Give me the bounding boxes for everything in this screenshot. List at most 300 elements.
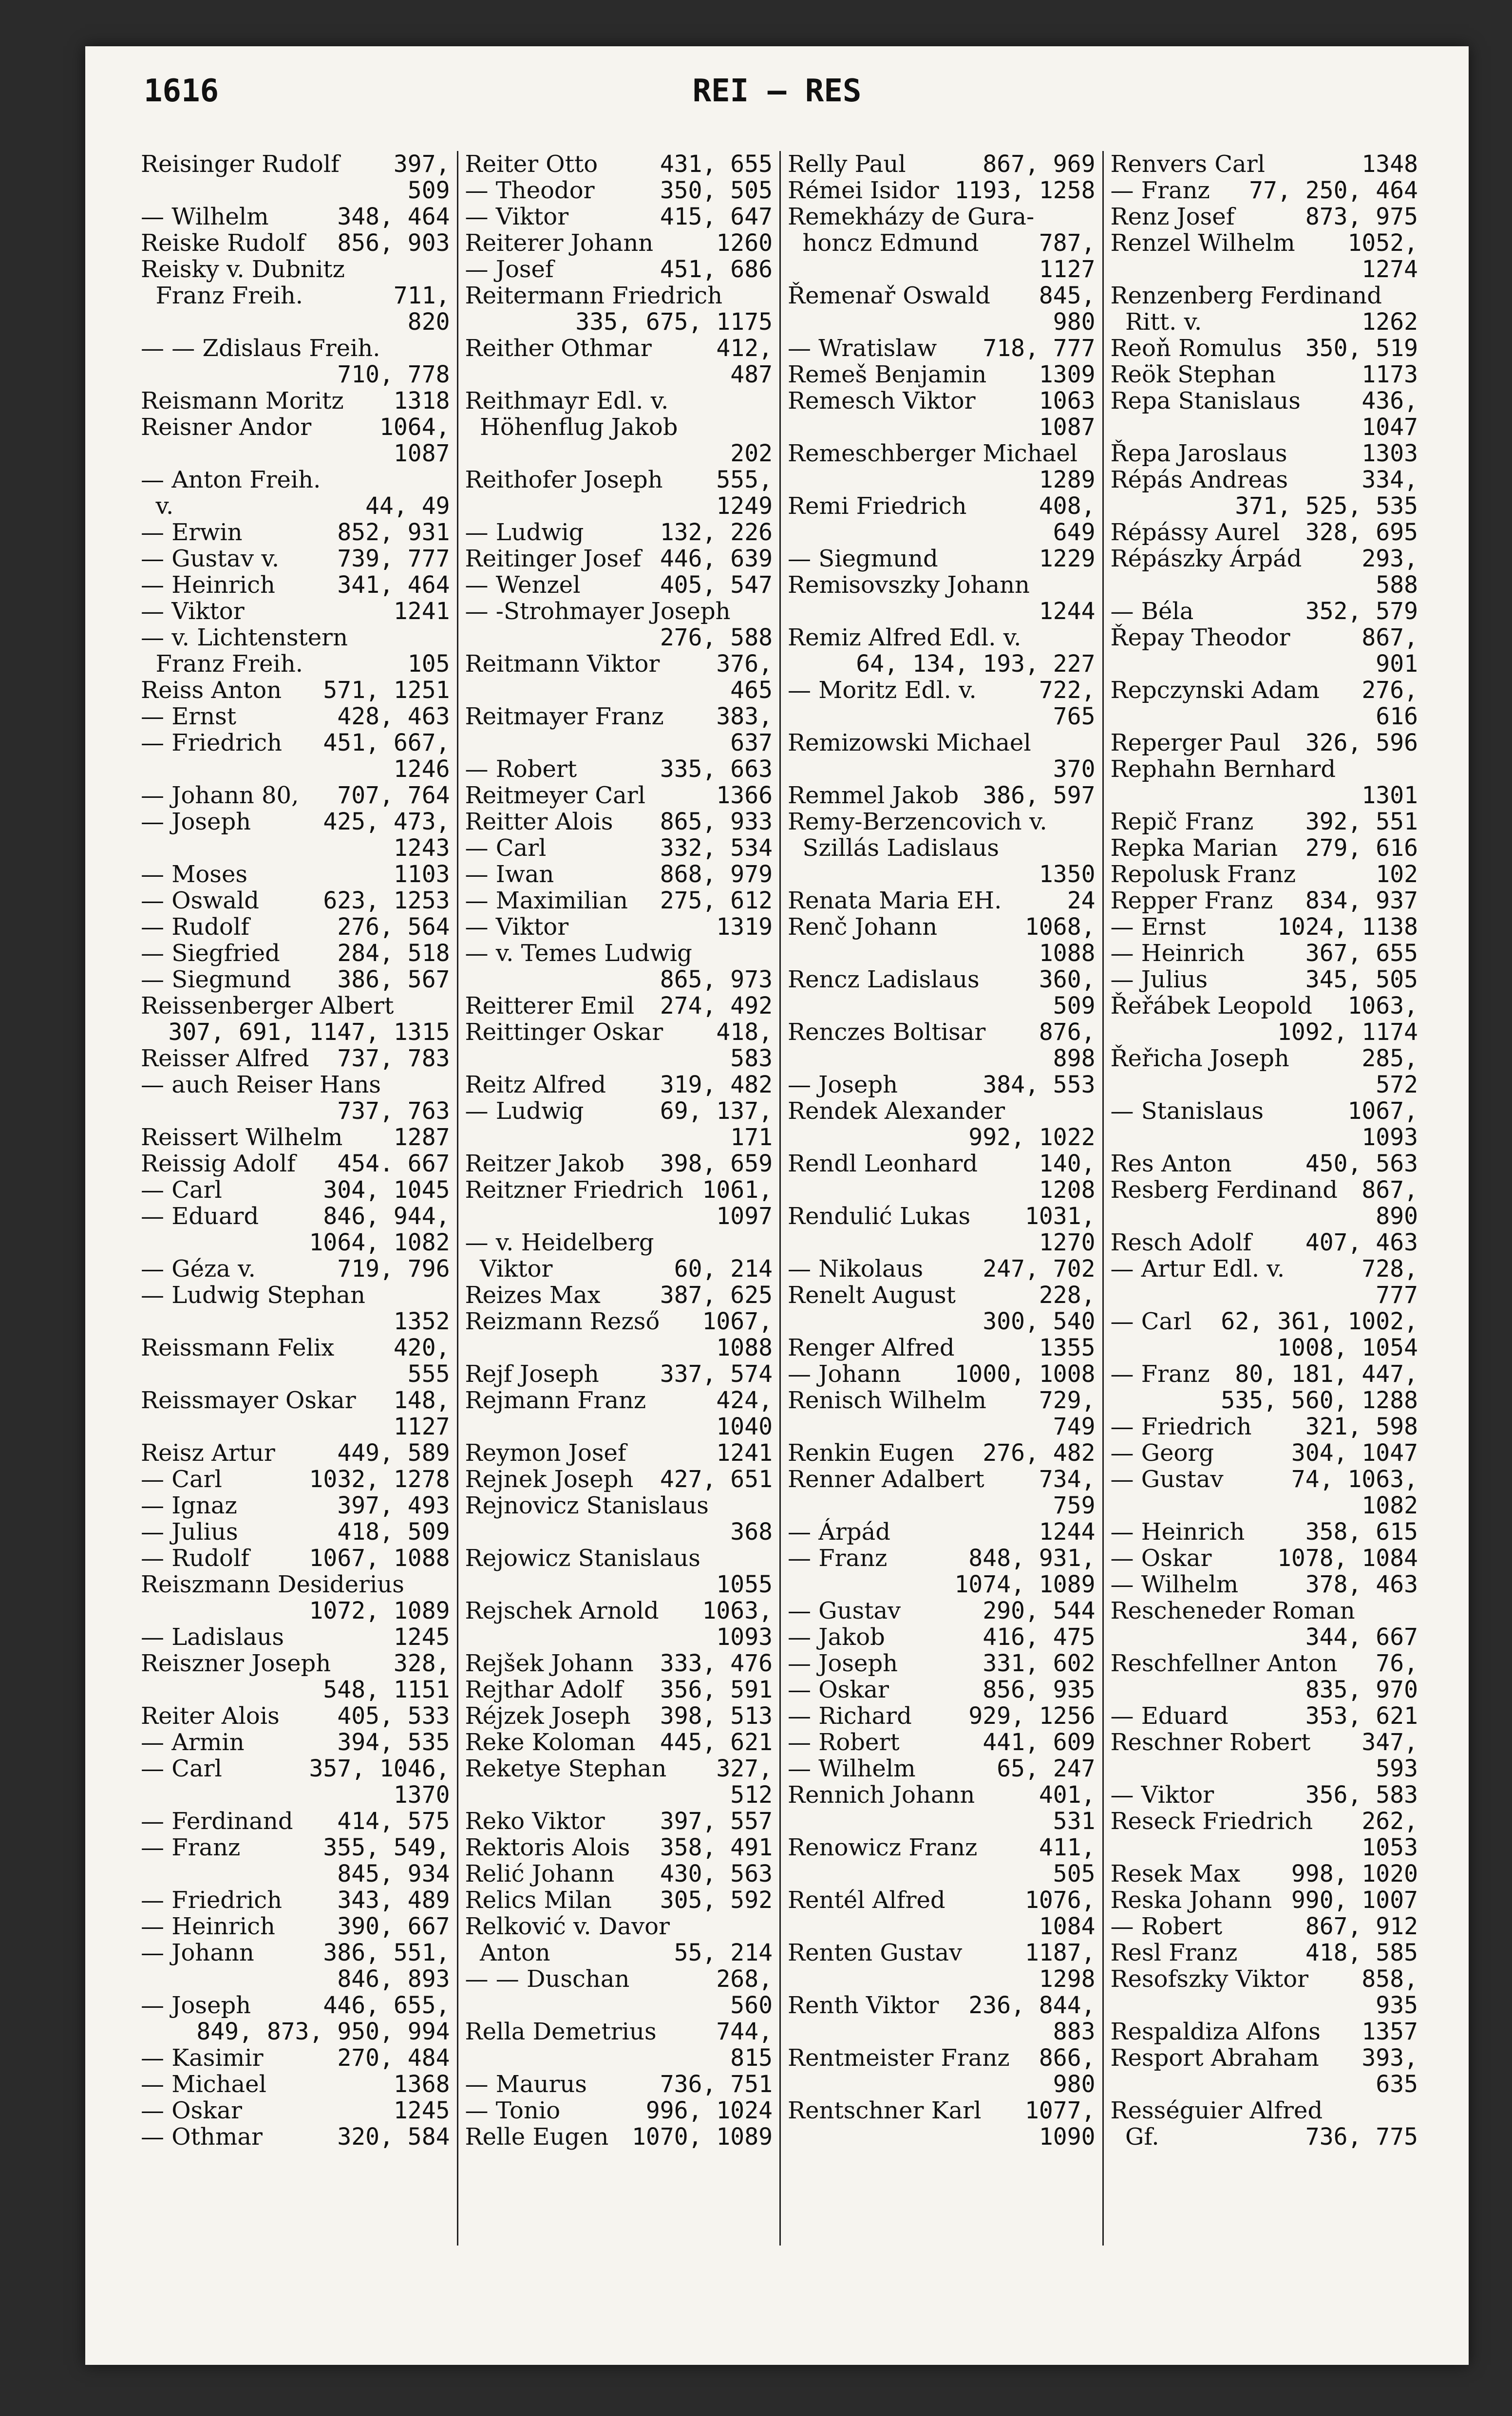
entry-pages: 835, 970 — [1305, 1676, 1418, 1703]
column-2 — [457, 151, 780, 2246]
entry-pages: 1348 — [1361, 151, 1418, 178]
entry-name: — Ladislaus — [141, 1623, 284, 1651]
index-entry — [788, 467, 1096, 493]
index-entry — [788, 335, 1096, 361]
index-entry — [788, 1072, 1096, 1098]
index-entry — [788, 651, 1096, 677]
entry-pages: 1082 — [1361, 1492, 1418, 1519]
entry-name: — Iwan — [465, 861, 554, 888]
index-entry — [141, 651, 450, 677]
index-entry — [788, 2097, 1096, 2124]
entry-pages: 1246 — [393, 755, 450, 783]
entry-pages: 357, 1046, — [309, 1755, 450, 1782]
entry-pages: 867, — [1361, 1176, 1418, 1204]
index-entry — [1111, 914, 1418, 940]
entry-name: — Siegmund — [141, 966, 291, 993]
entry-pages: 868, 979 — [660, 861, 773, 888]
entry-name: Reiter Otto — [465, 151, 598, 178]
index-entry — [141, 572, 450, 598]
index-entry — [141, 230, 450, 256]
entry-pages: 980 — [1053, 2071, 1096, 2098]
index-entry — [141, 861, 450, 887]
entry-name: Reizmann Rezső — [465, 1308, 660, 1335]
entry-pages: 873, 975 — [1305, 203, 1418, 230]
index-entry — [1111, 651, 1418, 677]
index-entry — [465, 1861, 773, 1887]
entry-name: Reiss Anton — [141, 677, 282, 704]
entry-name: Reisky v. Dubnitz — [141, 256, 345, 283]
entry-name: Renten Gustav — [788, 1939, 963, 1966]
index-entry — [788, 1519, 1096, 1545]
entry-name: Reitz Alfred — [465, 1071, 606, 1098]
index-entry — [141, 1045, 450, 1072]
index-entry — [788, 835, 1096, 861]
index-entry — [1111, 414, 1418, 440]
index-entry — [1111, 546, 1418, 572]
entry-pages: 846, 944, — [323, 1203, 450, 1230]
entry-pages: 454. 667 — [337, 1150, 450, 1177]
entry-pages: 345, 505 — [1305, 966, 1418, 993]
index-entry — [788, 809, 1096, 835]
entry-pages: 367, 655 — [1305, 940, 1418, 967]
index-entry — [788, 2124, 1096, 2150]
index-entry — [788, 624, 1096, 651]
entry-pages: 65, 247 — [997, 1755, 1096, 1782]
entry-pages: 398, 513 — [660, 1702, 773, 1730]
entry-name: Renkin Eugen — [788, 1439, 955, 1467]
entry-name: — Joseph — [788, 1071, 898, 1098]
entry-pages: 1064, 1082 — [309, 1229, 450, 1256]
index-entry — [141, 1992, 450, 2019]
index-entry — [465, 467, 773, 493]
entry-name: Renner Adalbert — [788, 1466, 984, 1493]
entry-pages: 867, 969 — [983, 151, 1096, 178]
entry-pages: 327, — [716, 1755, 773, 1782]
index-entry — [788, 230, 1096, 256]
entry-pages: 890 — [1376, 1203, 1418, 1230]
entry-name: Renč Johann — [788, 913, 938, 941]
entry-name: Repka Marian — [1110, 834, 1278, 862]
entry-pages: 408, — [1039, 492, 1096, 520]
index-entry — [465, 493, 773, 519]
entry-name: Reko Viktor — [465, 1808, 605, 1835]
entry-name: — Géza v. — [141, 1255, 256, 1283]
entry-name: Ritt. v. — [1110, 308, 1202, 336]
entry-name: Reymon Josef — [465, 1439, 626, 1467]
entry-pages: 355, 549, — [323, 1834, 450, 1861]
entry-name: — Viktor — [141, 598, 245, 625]
entry-pages: 815 — [730, 2044, 773, 2072]
index-entry — [141, 2097, 450, 2124]
entry-pages: 1072, 1089 — [309, 1597, 450, 1624]
index-entry — [141, 388, 450, 414]
entry-pages: 276, 564 — [337, 913, 450, 941]
index-entry — [141, 204, 450, 230]
index-entry — [141, 1440, 450, 1466]
entry-pages: 62, 361, 1002, — [1221, 1308, 1418, 1335]
entry-pages: 849, 873, 950, 994 — [196, 2018, 450, 2045]
entry-pages: 416, 475 — [983, 1623, 1096, 1651]
entry-name: — Johann — [141, 1939, 254, 1966]
entry-pages: 427, 651 — [660, 1466, 773, 1493]
entry-pages: 1366 — [716, 782, 773, 809]
entry-pages: 1074, 1089 — [954, 1571, 1096, 1598]
entry-pages: 1052, — [1347, 229, 1418, 257]
index-entry — [1111, 940, 1418, 966]
entry-pages: 1127 — [1039, 256, 1096, 283]
index-entry — [1111, 703, 1418, 730]
entry-name: — Heinrich — [141, 1913, 275, 1940]
index-entry — [1111, 177, 1418, 204]
index-columns — [134, 151, 1425, 2246]
index-entry — [1111, 1098, 1418, 1124]
entry-name: Rentmeister Franz — [788, 2044, 1010, 2072]
entry-pages: 990, 1007 — [1291, 1887, 1418, 1914]
entry-name: — Oskar — [1110, 1545, 1212, 1572]
entry-pages: 64, 134, 193, 227 — [856, 650, 1096, 678]
index-entry — [141, 493, 450, 519]
entry-pages: 1064, — [379, 414, 450, 441]
index-entry — [1111, 1466, 1418, 1492]
entry-name: — Béla — [1110, 598, 1194, 625]
entry-pages: 431, 655 — [660, 151, 773, 178]
index-entry — [141, 1650, 450, 1677]
entry-name: Reiszmann Desiderius — [141, 1571, 404, 1598]
entry-pages: 846, 893 — [337, 1965, 450, 1993]
entry-pages: 451, 686 — [660, 256, 773, 283]
entry-pages: 394, 535 — [337, 1729, 450, 1756]
entry-pages: 1303 — [1361, 440, 1418, 467]
index-entry — [788, 703, 1096, 730]
entry-name: Reithmayr Edl. v. — [465, 387, 669, 415]
entry-name: — Stanislaus — [1110, 1097, 1264, 1125]
entry-pages: 321, 598 — [1305, 1413, 1418, 1440]
index-entry — [465, 230, 773, 256]
entry-name: Reitinger Josef — [465, 545, 642, 572]
entry-pages: 548, 1151 — [323, 1676, 450, 1703]
entry-name: Reke Koloman — [465, 1729, 636, 1756]
index-entry — [1111, 493, 1418, 519]
index-entry — [141, 1545, 450, 1571]
entry-pages: 867, — [1361, 624, 1418, 651]
index-entry — [788, 1308, 1096, 1335]
entry-name: Resofszky Viktor — [1110, 1965, 1309, 1993]
entry-pages: 1309 — [1039, 361, 1096, 388]
index-entry — [465, 1466, 773, 1492]
index-entry — [1111, 2097, 1418, 2124]
entry-name: Relić Johann — [465, 1860, 615, 1888]
entry-name: Reithofer Joseph — [465, 466, 663, 493]
entry-name: Rendl Leonhard — [788, 1150, 978, 1177]
index-entry — [788, 1677, 1096, 1703]
index-entry — [141, 1124, 450, 1151]
index-entry — [788, 1151, 1096, 1177]
index-entry — [141, 1282, 450, 1308]
entry-name: — Carl — [141, 1176, 222, 1204]
entry-name: Rességuier Alfred — [1110, 2097, 1323, 2124]
index-entry — [465, 809, 773, 835]
index-entry — [1111, 1361, 1418, 1387]
index-entry — [788, 1229, 1096, 1256]
index-entry — [465, 546, 773, 572]
entry-pages: 335, 663 — [660, 755, 773, 783]
entry-pages: 729, — [1039, 1387, 1096, 1414]
entry-name: — Carl — [141, 1466, 222, 1493]
entry-name: Remeschberger Michael — [788, 440, 1077, 467]
entry-pages: 865, 933 — [660, 808, 773, 835]
entry-pages: 856, 903 — [337, 229, 450, 257]
index-entry — [1111, 1019, 1418, 1045]
entry-pages: 512 — [730, 1781, 773, 1809]
entry-pages: 24 — [1067, 887, 1096, 914]
entry-pages: 1053 — [1361, 1834, 1418, 1861]
entry-pages: 344, 667 — [1305, 1623, 1418, 1651]
directory-page — [85, 46, 1469, 2365]
entry-name: — Ernst — [1110, 913, 1206, 941]
index-entry — [465, 1492, 773, 1519]
index-entry — [1111, 1624, 1418, 1650]
index-entry — [465, 598, 773, 624]
index-entry — [788, 1755, 1096, 1782]
index-entry — [1111, 809, 1418, 835]
entry-pages: 1032, 1278 — [309, 1466, 450, 1493]
index-entry — [788, 1887, 1096, 1913]
index-entry — [141, 624, 450, 651]
index-entry — [141, 1151, 450, 1177]
index-entry — [1111, 1151, 1418, 1177]
entry-name: — Robert — [788, 1729, 900, 1756]
entry-name: — Ferdinand — [141, 1808, 293, 1835]
entry-name: Reiterer Johann — [465, 229, 654, 257]
entry-name: Reök Stephan — [1110, 361, 1276, 388]
index-entry — [1111, 1519, 1418, 1545]
entry-pages: 635 — [1376, 2071, 1418, 2098]
entry-pages: 305, 592 — [660, 1887, 773, 1914]
entry-name: Reitter Alois — [465, 808, 613, 835]
entry-name: Anton — [465, 1939, 550, 1966]
entry-name: Res Anton — [1110, 1150, 1232, 1177]
entry-name: Répászky Árpád — [1110, 545, 1302, 572]
column-3 — [779, 151, 1102, 2246]
entry-pages: 387, 625 — [660, 1282, 773, 1309]
index-entry — [465, 361, 773, 388]
index-entry — [141, 914, 450, 940]
entry-pages: 583 — [730, 1045, 773, 1072]
index-entry — [465, 782, 773, 809]
entry-name: — Artur Edl. v. — [1110, 1255, 1285, 1283]
entry-pages: 430, 563 — [660, 1860, 773, 1888]
index-entry — [465, 1282, 773, 1308]
entry-pages: 1067, — [702, 1308, 773, 1335]
entry-pages: 44, 49 — [365, 492, 450, 520]
entry-pages: 848, 931, — [968, 1545, 1096, 1572]
index-entry — [788, 1361, 1096, 1387]
entry-pages: 1357 — [1361, 2018, 1418, 2045]
entry-pages: 1318 — [393, 387, 450, 415]
index-entry — [788, 1913, 1096, 1940]
entry-name: Renisch Wilhelm — [788, 1387, 986, 1414]
entry-pages: 1087 — [393, 440, 450, 467]
index-entry — [1111, 1282, 1418, 1308]
entry-pages: 898 — [1053, 1045, 1096, 1072]
index-entry — [788, 993, 1096, 1019]
entry-pages: 1093 — [1361, 1124, 1418, 1151]
index-entry — [141, 1256, 450, 1282]
entry-pages: 1249 — [716, 492, 773, 520]
entry-name: — Georg — [1110, 1439, 1214, 1467]
entry-pages: 736, 751 — [660, 2071, 773, 2098]
entry-name: — Eduard — [141, 1203, 259, 1230]
index-entry — [1111, 1387, 1418, 1414]
entry-name: — Theodor — [465, 177, 595, 204]
index-entry — [141, 1598, 450, 1624]
entry-name: Reitmayer Franz — [465, 703, 664, 730]
index-entry — [788, 1335, 1096, 1361]
index-entry — [141, 519, 450, 546]
index-entry — [1111, 1414, 1418, 1440]
entry-pages: 383, — [716, 703, 773, 730]
entry-pages: 171 — [730, 1124, 773, 1151]
index-entry — [465, 1940, 773, 1966]
entry-pages: 319, 482 — [660, 1071, 773, 1098]
index-entry — [141, 966, 450, 993]
index-entry — [1111, 1545, 1418, 1571]
entry-name: Renowicz Franz — [788, 1834, 978, 1861]
index-entry — [141, 993, 450, 1019]
entry-name: Reissenberger Albert — [141, 992, 394, 1019]
entry-name: Řepa Jaroslaus — [1110, 440, 1287, 467]
entry-pages: 1319 — [716, 913, 773, 941]
index-entry — [1111, 2124, 1418, 2150]
entry-name: Reseck Friedrich — [1110, 1808, 1313, 1835]
index-entry — [788, 1598, 1096, 1624]
index-entry — [141, 1729, 450, 1755]
index-entry — [788, 2019, 1096, 2045]
entry-name: Höhenflug Jakob — [465, 414, 678, 441]
index-entry — [788, 493, 1096, 519]
entry-name: — Eduard — [1110, 1702, 1228, 1730]
entry-name: Reiter Alois — [141, 1702, 280, 1730]
entry-pages: 132, 226 — [660, 519, 773, 546]
entry-pages: 337, 574 — [660, 1360, 773, 1388]
index-entry — [1111, 1782, 1418, 1808]
index-entry — [141, 1703, 450, 1729]
entry-pages: 1350 — [1039, 861, 1096, 888]
entry-pages: 834, 937 — [1305, 887, 1418, 914]
index-entry — [141, 1098, 450, 1124]
entry-pages: 1229 — [1039, 545, 1096, 572]
index-entry — [788, 598, 1096, 624]
entry-pages: 60, 214 — [674, 1255, 773, 1283]
entry-pages: 275, 612 — [660, 887, 773, 914]
entry-pages: 1301 — [1361, 782, 1418, 809]
entry-pages: 1070, 1089 — [632, 2123, 773, 2151]
entry-pages: 397, 557 — [660, 1808, 773, 1835]
entry-pages: 333, 476 — [660, 1650, 773, 1677]
entry-name: — Joseph — [788, 1650, 898, 1677]
entry-pages: 1076, — [1025, 1887, 1096, 1914]
entry-name: Reitmann Viktor — [465, 650, 660, 678]
page-header — [85, 73, 1469, 117]
entry-name: — Wilhelm — [1110, 1571, 1239, 1598]
entry-name: Reisner Andor — [141, 414, 312, 441]
entry-name: Repič Franz — [1110, 808, 1254, 835]
entry-name: Reither Othmar — [465, 335, 652, 362]
index-entry — [465, 914, 773, 940]
entry-name: — Oskar — [141, 2097, 242, 2124]
index-entry — [141, 283, 450, 309]
index-entry — [788, 782, 1096, 809]
entry-pages: 593 — [1376, 1755, 1418, 1782]
index-entry — [141, 335, 450, 361]
index-entry — [465, 256, 773, 283]
entry-pages: 509 — [1053, 992, 1096, 1019]
entry-name: — Armin — [141, 1729, 245, 1756]
entry-name: — auch Reiser Hans — [141, 1071, 381, 1098]
entry-name: Franz Freih. — [141, 650, 303, 678]
entry-name: Remesch Viktor — [788, 387, 976, 415]
index-entry — [465, 1519, 773, 1545]
entry-name: — Johann — [788, 1360, 901, 1388]
entry-pages: 334, — [1361, 466, 1418, 493]
entry-name: — Carl — [1110, 1308, 1192, 1335]
entry-pages: 929, 1256 — [968, 1702, 1096, 1730]
index-entry — [1111, 1913, 1418, 1940]
entry-pages: 384, 553 — [983, 1071, 1096, 1098]
index-entry — [1111, 1966, 1418, 1992]
index-entry — [788, 1729, 1096, 1755]
index-entry — [788, 1703, 1096, 1729]
entry-pages: 450, 563 — [1305, 1150, 1418, 1177]
index-entry — [788, 1834, 1096, 1861]
index-entry — [1111, 1308, 1418, 1335]
entry-name: — Viktor — [1110, 1781, 1214, 1809]
index-entry — [788, 1966, 1096, 1992]
entry-pages: 77, 250, 464 — [1249, 177, 1418, 204]
index-entry — [788, 309, 1096, 335]
entry-name: — Michael — [141, 2071, 266, 2098]
entry-pages: 386, 551, — [323, 1939, 450, 1966]
index-entry — [788, 1492, 1096, 1519]
entry-pages: 393, — [1361, 2044, 1418, 2072]
entry-name: Reoň Romulus — [1110, 335, 1282, 362]
entry-name: — Carl — [141, 1755, 222, 1782]
index-entry — [788, 177, 1096, 204]
entry-name: Repa Stanislaus — [1110, 387, 1301, 415]
entry-pages: 992, 1022 — [968, 1124, 1096, 1151]
index-entry — [465, 2071, 773, 2097]
index-entry — [141, 756, 450, 782]
index-entry — [141, 1177, 450, 1203]
entry-pages: 998, 1020 — [1291, 1860, 1418, 1888]
index-entry — [1111, 598, 1418, 624]
index-entry — [1111, 1440, 1418, 1466]
entry-name: Rejowicz Stanislaus — [465, 1545, 700, 1572]
entry-pages: 560 — [730, 1992, 773, 2019]
index-entry — [1111, 1650, 1418, 1677]
entry-name: Remizowski Michael — [788, 729, 1031, 756]
index-entry — [465, 335, 773, 361]
entry-name: Reiszner Joseph — [141, 1650, 331, 1677]
entry-pages: 996, 1024 — [645, 2097, 773, 2124]
index-entry — [465, 1414, 773, 1440]
entry-pages: 852, 931 — [337, 519, 450, 546]
entry-pages: 445, 621 — [660, 1729, 773, 1756]
entry-pages: 284, 518 — [337, 940, 450, 967]
entry-name: Řeřábek Leopold — [1110, 992, 1312, 1019]
index-entry — [141, 1019, 450, 1045]
index-entry — [788, 914, 1096, 940]
